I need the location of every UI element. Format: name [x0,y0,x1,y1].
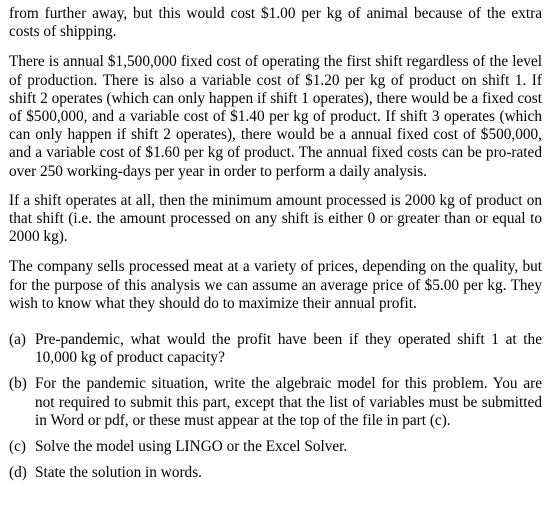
question-label: (a) [9,331,26,349]
paragraph-shift-costs: There is annual $1,500,000 fixed cost of operating the first shift regardless of the level of production. There is also a variable cost of $1.20 per kg of product on shift 1. If shift 2 operates (which can only happen if shift 1 operates), there would be a fixed cost of $500,000, and a variable cost of $1.40 per kg of product. If shift 3 operates (which can only happen if shift 2 operates), there would be a annual fixed cost of $500,000, and a variable cost of $1.60 per kg of product. The annual fixed costs can be pro-rated over 250 working-days per year in order to perform a daily analysis. [9,53,542,180]
paragraph-shipping-cost: from further away, but this would cost $1.00 per kg of animal because of the extra costs of shipping. [9,5,542,41]
paragraph-pricing: The company sells processed meat at a variety of prices, depending on the quality, but for the purpose of this analysis we can assume an average price of $5.00 per kg. They wish to know what they should do to maximize their annual profit. [9,258,542,312]
paragraph-minimum-amount: If a shift operates at all, then the minimum amount processed is 2000 kg of product on that shift (i.e. the amount processed on any shift is either 0 or greater than or equal to 2000 kg). [9,191,542,246]
question-text: State the solution in words. [35,464,202,482]
question-label: (b) [9,375,27,393]
question-text: Pre-pandemic, what would the profit have been if they operated shift 1 at the 10,000 kg of product capacity? [35,331,542,367]
question-b [9,375,542,430]
question-text: Solve the model using LINGO or the Excel Solver. [35,438,348,456]
question-list [9,331,542,482]
question-label: (d) [9,464,27,482]
question-label: (c) [9,438,26,456]
question-a [9,331,542,367]
question-text: For the pandemic situation, write the algebraic model for this problem. You are not required to submit this part, except that the list of variables must be submitted in Word or pdf, or these must appear at the top of the file in part (c). [35,375,542,429]
question-c [9,438,542,456]
question-d [9,464,542,482]
